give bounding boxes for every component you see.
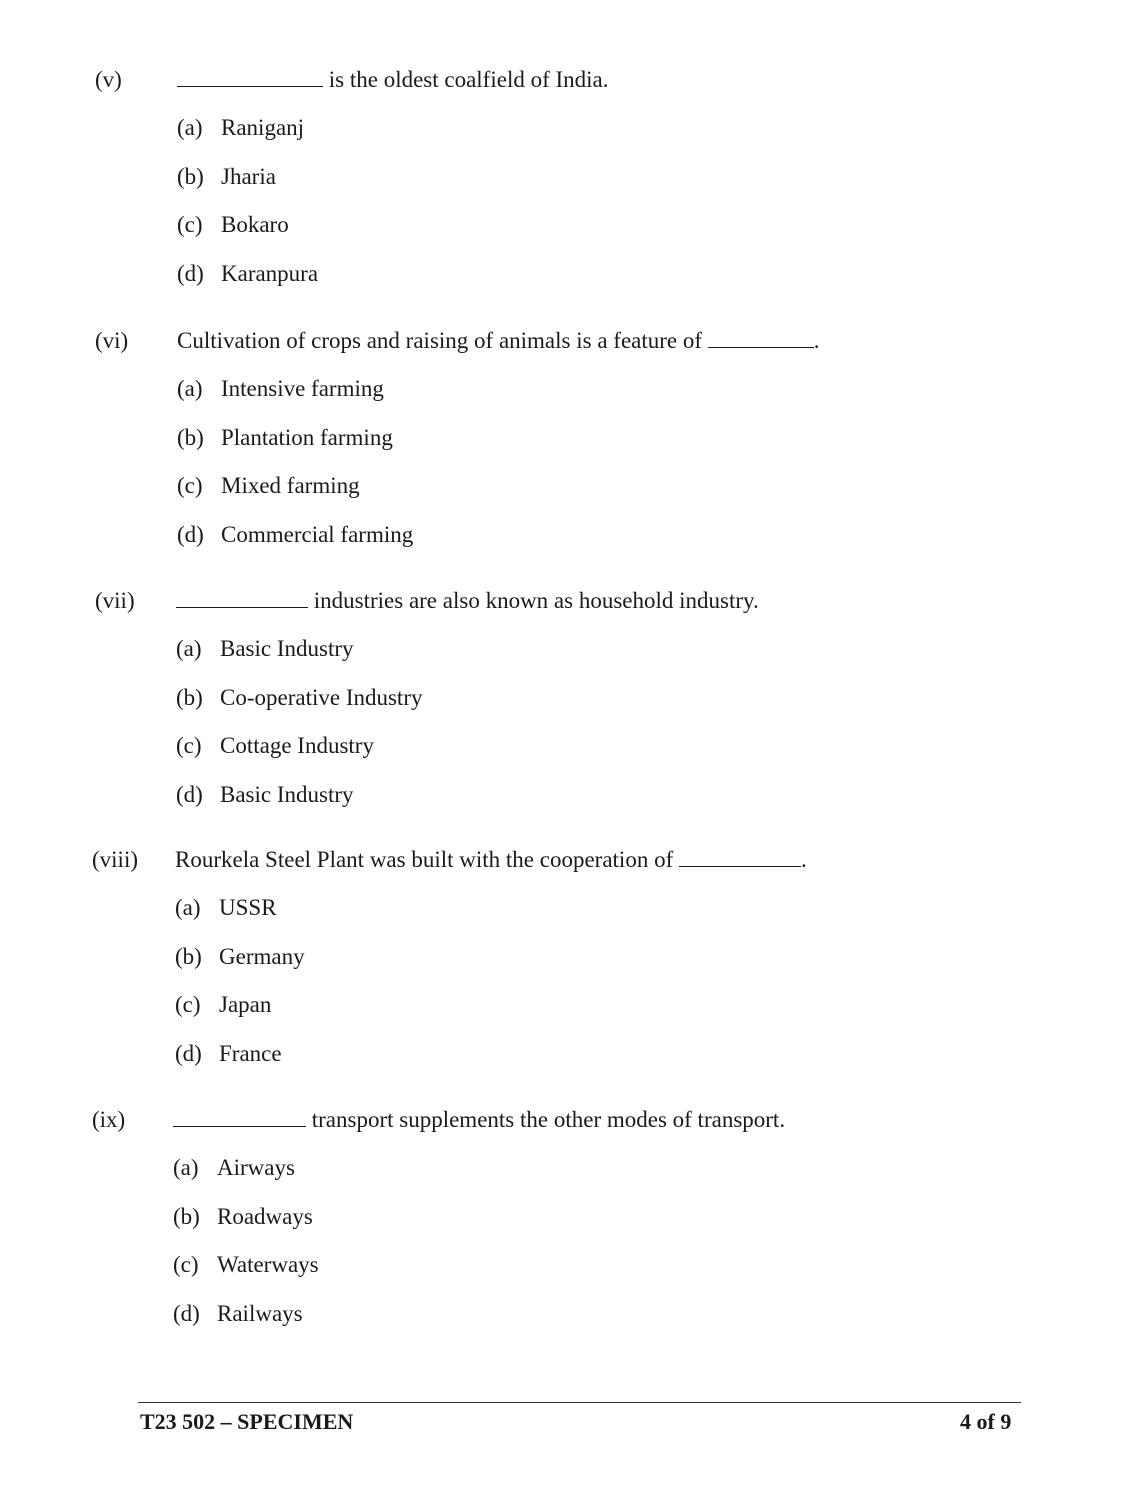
option-label: (b) xyxy=(176,684,203,710)
option-text: Basic Industry xyxy=(220,636,354,661)
question-text-after: transport supplements the other modes of transport. xyxy=(306,1107,786,1132)
question-number: (vi) xyxy=(95,328,129,353)
option-label: (c) xyxy=(176,733,202,758)
question-text-after: is the oldest coalfield of India. xyxy=(323,67,609,92)
option-label: (b) xyxy=(177,424,204,450)
option-text: Airways xyxy=(217,1155,295,1180)
option-text: Germany xyxy=(219,943,305,969)
answer-blank xyxy=(708,327,814,348)
answer-blank xyxy=(176,587,308,608)
option-text: Roadways xyxy=(217,1203,313,1229)
option-label: (b) xyxy=(177,163,204,189)
option-label: (d) xyxy=(175,1040,202,1066)
option-label: (a) xyxy=(177,115,203,140)
option-b xyxy=(175,943,305,992)
option-label: (d) xyxy=(176,781,203,807)
option-text: Intensive farming xyxy=(221,376,384,401)
option-b xyxy=(177,163,318,212)
option-label: (a) xyxy=(175,895,201,920)
option-text: Mixed farming xyxy=(221,473,360,498)
option-text: Railways xyxy=(217,1300,303,1326)
option-label: (c) xyxy=(177,473,203,498)
question-number: (viii) xyxy=(92,847,138,872)
option-b xyxy=(177,424,413,473)
footer-divider xyxy=(138,1402,1021,1403)
option-text: Commercial farming xyxy=(221,521,414,547)
question-text xyxy=(173,1106,785,1134)
answer-blank xyxy=(177,66,323,87)
option-label: (b) xyxy=(175,943,202,969)
option-d xyxy=(177,260,318,309)
option-label: (d) xyxy=(177,260,204,286)
question-text xyxy=(176,587,759,615)
option-text: Plantation farming xyxy=(221,424,393,450)
option-c xyxy=(176,732,422,781)
option-a xyxy=(173,1154,319,1203)
answer-blank xyxy=(679,846,801,867)
question-number: (ix) xyxy=(92,1107,126,1132)
option-text: Waterways xyxy=(217,1252,319,1277)
option-label: (d) xyxy=(177,521,204,547)
option-text: France xyxy=(219,1040,282,1066)
option-label: (c) xyxy=(173,1252,199,1277)
option-label: (c) xyxy=(175,992,201,1017)
option-c xyxy=(177,472,413,521)
option-label: (b) xyxy=(173,1203,200,1229)
answer-blank xyxy=(173,1106,306,1127)
option-list xyxy=(175,894,305,1088)
option-label: (a) xyxy=(177,376,203,401)
question-number: (v) xyxy=(95,67,122,92)
option-a xyxy=(177,375,413,424)
option-text: Co-operative Industry xyxy=(220,684,423,710)
option-label: (a) xyxy=(173,1155,199,1180)
option-list xyxy=(173,1154,319,1348)
option-a xyxy=(177,114,318,163)
question-text xyxy=(175,846,807,874)
option-text: Basic Industry xyxy=(220,781,354,807)
option-c xyxy=(175,991,305,1040)
option-text: Cottage Industry xyxy=(220,733,374,758)
option-a xyxy=(175,894,305,943)
option-a xyxy=(176,635,422,684)
question-number: (vii) xyxy=(95,588,135,613)
option-text: Bokaro xyxy=(221,212,289,237)
option-b xyxy=(176,684,422,733)
option-label: (d) xyxy=(173,1300,200,1326)
option-d xyxy=(173,1300,319,1349)
option-list xyxy=(177,114,318,308)
question-text-after: . xyxy=(813,328,820,353)
option-text: Raniganj xyxy=(221,115,305,140)
option-label: (a) xyxy=(176,636,202,661)
option-list xyxy=(176,635,422,829)
option-b xyxy=(173,1203,319,1252)
question-text xyxy=(177,66,609,94)
option-text: Karanpura xyxy=(221,260,319,286)
question-text-before: Rourkela Steel Plant was built with the cooperation of xyxy=(175,847,679,872)
option-text: USSR xyxy=(219,895,277,920)
option-c xyxy=(177,211,318,260)
question-text-after: . xyxy=(800,847,807,872)
footer-page-number: 4 of 9 xyxy=(960,1409,1012,1434)
option-text: Japan xyxy=(219,992,272,1017)
option-c xyxy=(173,1251,319,1300)
question-text-before: Cultivation of crops and raising of animals is a feature of xyxy=(177,328,708,353)
option-text: Jharia xyxy=(221,163,276,189)
option-d xyxy=(175,1040,305,1089)
option-list xyxy=(177,375,413,569)
question-text-after: industries are also known as household industry. xyxy=(308,588,759,613)
option-label: (c) xyxy=(177,212,203,237)
question-text xyxy=(177,327,820,355)
footer-paper-code: T23 502 – SPECIMEN xyxy=(140,1409,354,1434)
option-d xyxy=(176,781,422,830)
option-d xyxy=(177,521,413,570)
